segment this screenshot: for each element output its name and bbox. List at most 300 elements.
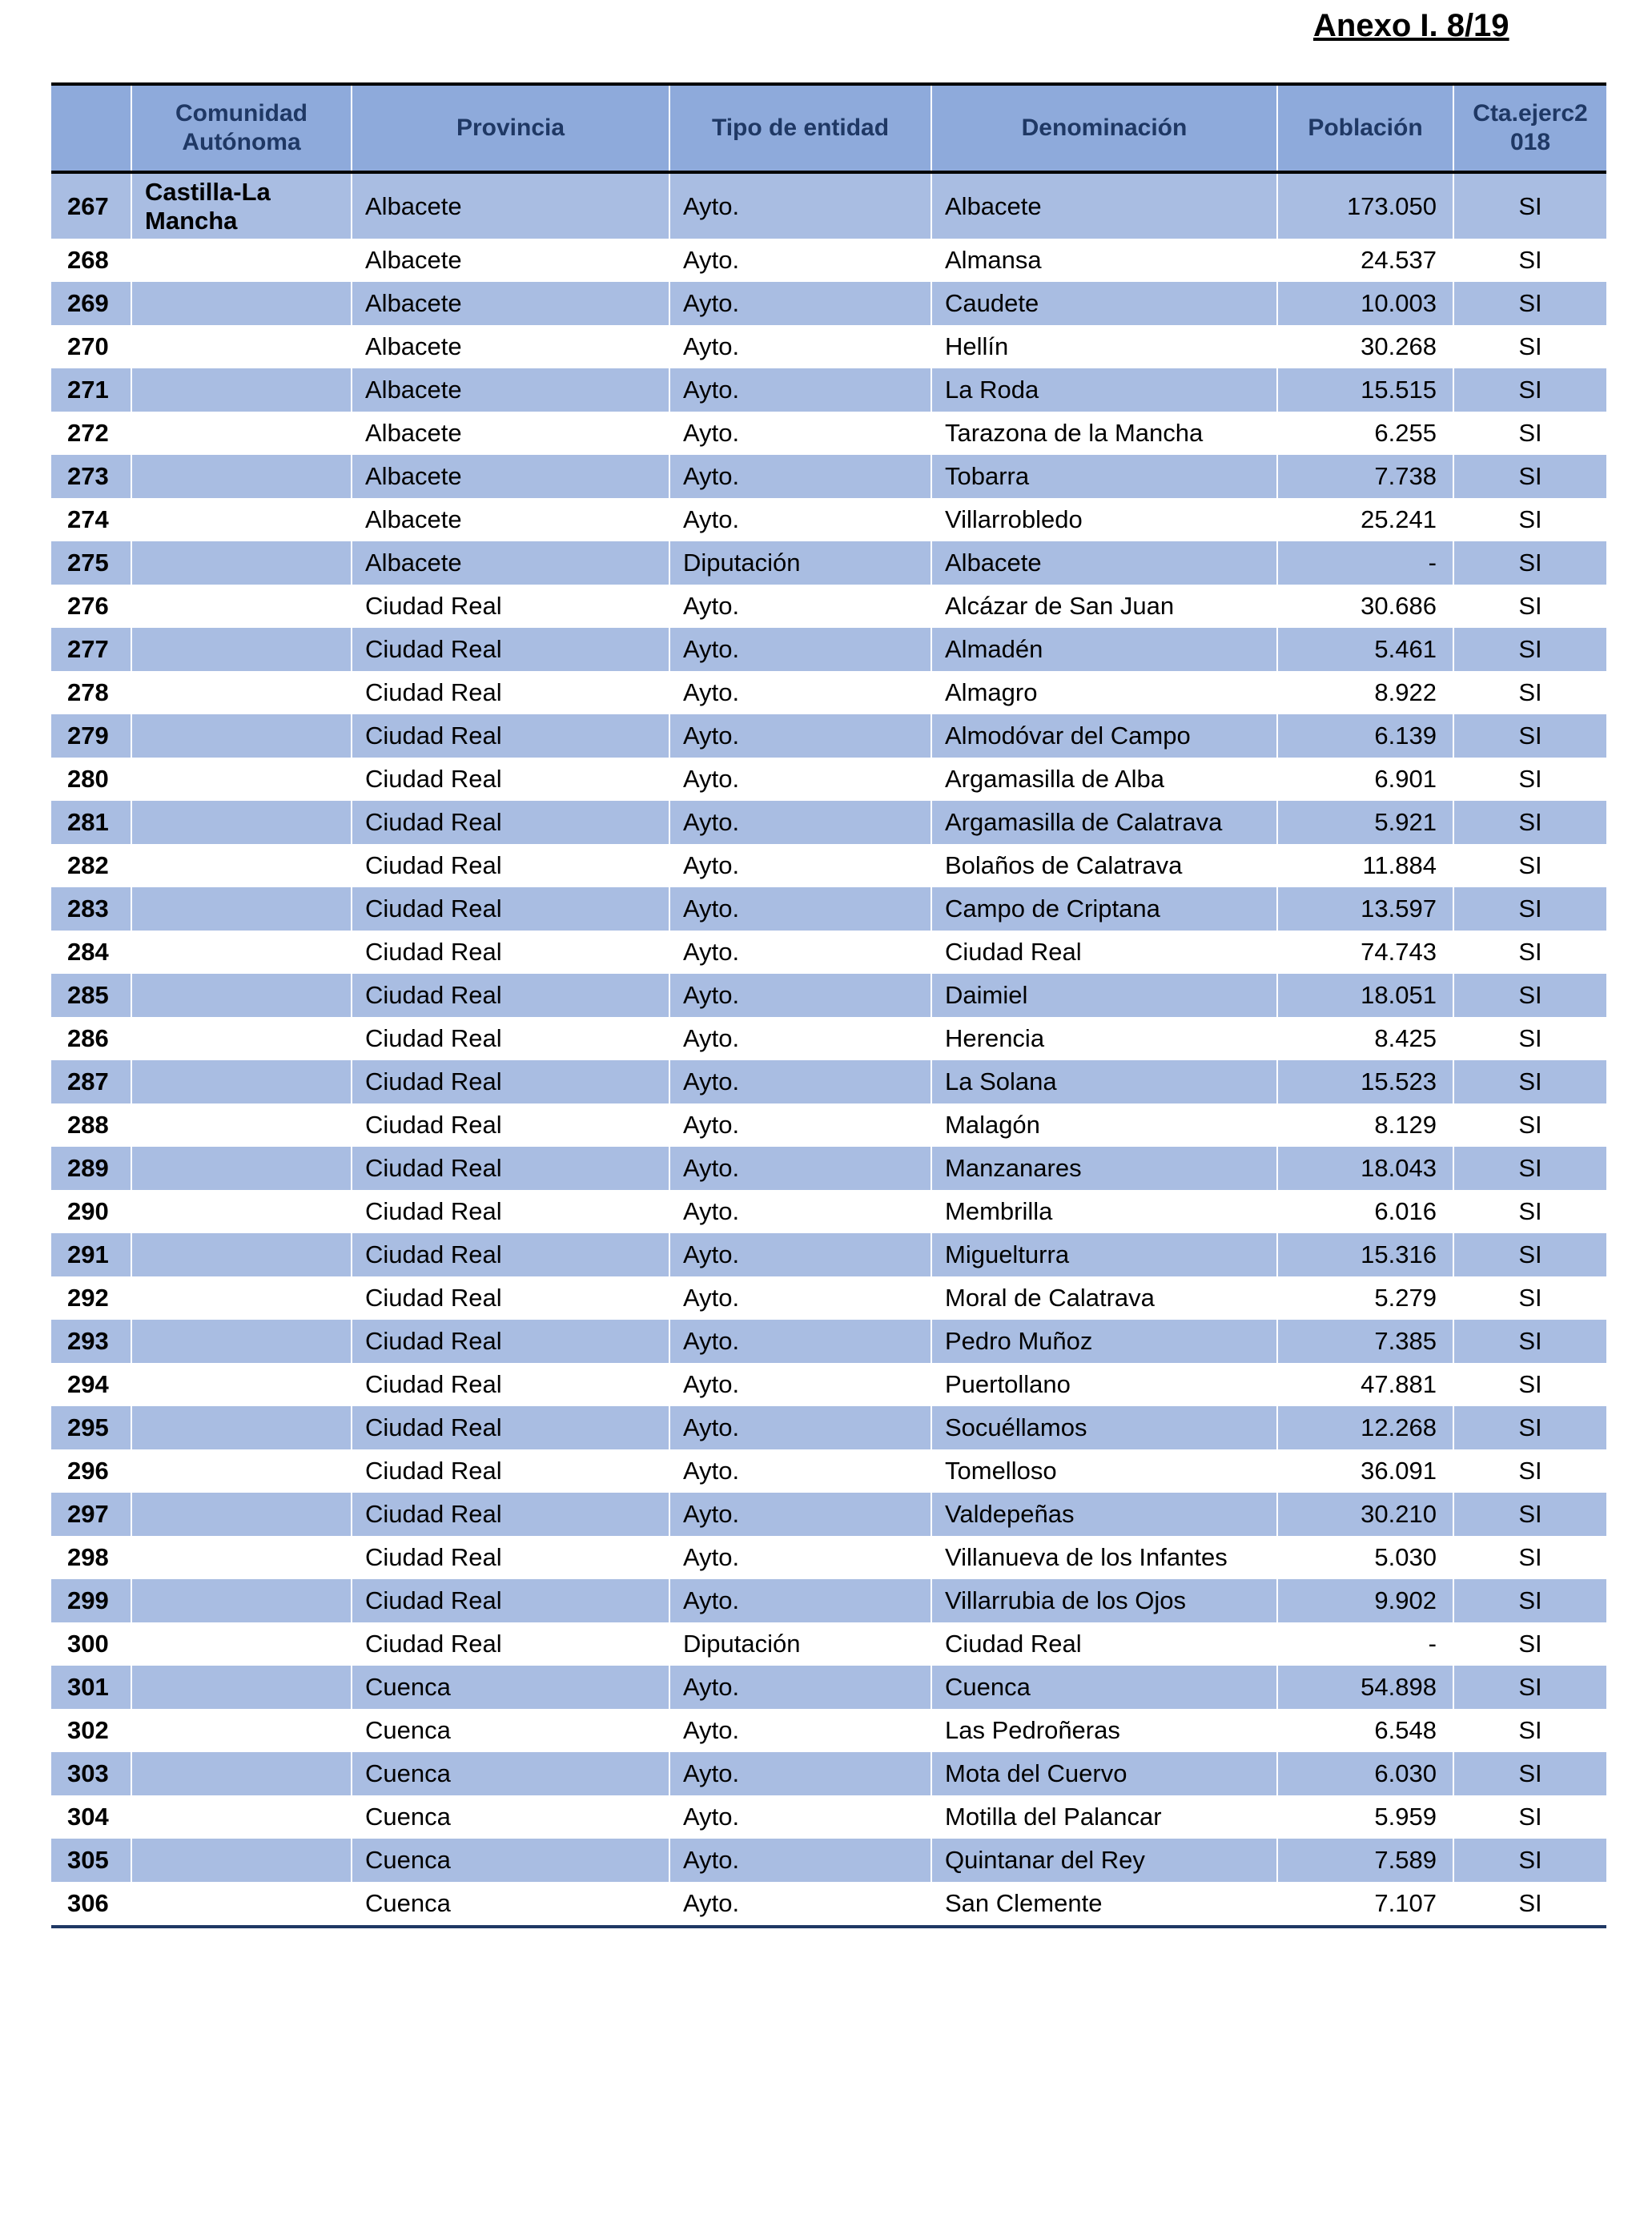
cell-provincia: Ciudad Real [352,1060,669,1103]
cell-tipo: Ayto. [669,628,931,671]
cell-poblacion: 6.255 [1277,412,1453,455]
cell-denominacion: Almansa [931,239,1277,282]
cell-tipo: Ayto. [669,174,931,239]
cell-poblacion: 18.043 [1277,1147,1453,1190]
cell-provincia: Albacete [352,239,669,282]
table-row [51,628,1606,671]
cell-comunidad [131,325,352,368]
cell-tipo: Ayto. [669,1103,931,1147]
row-number: 281 [51,801,131,844]
cell-provincia: Ciudad Real [352,585,669,628]
cell-comunidad [131,1839,352,1882]
cell-provincia: Ciudad Real [352,801,669,844]
cell-cta: SI [1453,714,1606,758]
cell-denominacion: Argamasilla de Calatrava [931,801,1277,844]
row-number: 271 [51,368,131,412]
cell-provincia: Albacete [352,541,669,585]
row-number: 267 [51,174,131,239]
cell-denominacion: Daimiel [931,974,1277,1017]
cell-cta: SI [1453,412,1606,455]
row-number: 290 [51,1190,131,1233]
cell-poblacion: 6.139 [1277,714,1453,758]
cell-denominacion: San Clemente [931,1882,1277,1925]
cell-comunidad [131,1622,352,1666]
cell-tipo: Ayto. [669,1276,931,1320]
cell-comunidad [131,974,352,1017]
cell-denominacion: Almagro [931,671,1277,714]
cell-cta: SI [1453,239,1606,282]
cell-tipo: Ayto. [669,1536,931,1579]
cell-provincia: Albacete [352,282,669,325]
row-number: 279 [51,714,131,758]
cell-tipo: Ayto. [669,368,931,412]
table-row [51,585,1606,628]
table-row [51,1363,1606,1406]
cell-denominacion: Membrilla [931,1190,1277,1233]
row-number: 287 [51,1060,131,1103]
cell-denominacion: Moral de Calatrava [931,1276,1277,1320]
table-row [51,541,1606,585]
cell-comunidad [131,801,352,844]
cell-denominacion: Socuéllamos [931,1406,1277,1449]
cell-tipo: Ayto. [669,1449,931,1493]
cell-cta: SI [1453,1017,1606,1060]
cell-provincia: Ciudad Real [352,887,669,931]
column-header-poblacion: Población [1277,86,1453,171]
cell-comunidad [131,671,352,714]
cell-cta: SI [1453,887,1606,931]
cell-denominacion: Tobarra [931,455,1277,498]
column-header-number [51,86,131,171]
row-number: 298 [51,1536,131,1579]
cell-cta: SI [1453,1536,1606,1579]
cell-comunidad: Castilla-La Mancha [131,174,352,239]
table-row [51,974,1606,1017]
cell-tipo: Ayto. [669,455,931,498]
row-number: 296 [51,1449,131,1493]
cell-tipo: Ayto. [669,1752,931,1795]
row-number: 272 [51,412,131,455]
table-row [51,498,1606,541]
cell-tipo: Ayto. [669,1709,931,1752]
cell-denominacion: Albacete [931,174,1277,239]
cell-provincia: Cuenca [352,1752,669,1795]
cell-provincia: Ciudad Real [352,1276,669,1320]
cell-poblacion: 7.738 [1277,455,1453,498]
cell-denominacion: Bolaños de Calatrava [931,844,1277,887]
row-number: 280 [51,758,131,801]
cell-denominacion: Caudete [931,282,1277,325]
cell-tipo: Ayto. [669,887,931,931]
cell-denominacion: Alcázar de San Juan [931,585,1277,628]
row-number: 294 [51,1363,131,1406]
column-header-provincia: Provincia [352,86,669,171]
cell-tipo: Ayto. [669,1320,931,1363]
cell-comunidad [131,498,352,541]
cell-cta: SI [1453,628,1606,671]
cell-comunidad [131,1276,352,1320]
cell-cta: SI [1453,974,1606,1017]
cell-comunidad [131,1795,352,1839]
row-number: 291 [51,1233,131,1276]
row-number: 293 [51,1320,131,1363]
cell-provincia: Ciudad Real [352,931,669,974]
cell-comunidad [131,931,352,974]
row-number: 268 [51,239,131,282]
cell-denominacion: Miguelturra [931,1233,1277,1276]
cell-cta: SI [1453,282,1606,325]
cell-denominacion: Cuenca [931,1666,1277,1709]
row-number: 295 [51,1406,131,1449]
cell-tipo: Ayto. [669,239,931,282]
cell-poblacion: - [1277,1622,1453,1666]
cell-provincia: Albacete [352,412,669,455]
table-row [51,1709,1606,1752]
cell-denominacion: Malagón [931,1103,1277,1147]
cell-provincia: Ciudad Real [352,1103,669,1147]
cell-tipo: Ayto. [669,412,931,455]
table-row [51,887,1606,931]
cell-provincia: Albacete [352,174,669,239]
cell-denominacion: Mota del Cuervo [931,1752,1277,1795]
cell-tipo: Diputación [669,541,931,585]
row-number: 278 [51,671,131,714]
table-row [51,1103,1606,1147]
table-row [51,671,1606,714]
cell-cta: SI [1453,1190,1606,1233]
column-header-tipo: Tipo de entidad [669,86,931,171]
cell-cta: SI [1453,931,1606,974]
cell-tipo: Ayto. [669,714,931,758]
cell-poblacion: 5.921 [1277,801,1453,844]
cell-cta: SI [1453,1882,1606,1925]
cell-cta: SI [1453,1363,1606,1406]
cell-tipo: Ayto. [669,1017,931,1060]
cell-poblacion: 6.016 [1277,1190,1453,1233]
cell-tipo: Ayto. [669,1795,931,1839]
cell-provincia: Albacete [352,325,669,368]
cell-comunidad [131,1536,352,1579]
table-row [51,931,1606,974]
row-number: 274 [51,498,131,541]
cell-comunidad [131,368,352,412]
cell-denominacion: Valdepeñas [931,1493,1277,1536]
cell-cta: SI [1453,1752,1606,1795]
cell-comunidad [131,541,352,585]
cell-denominacion: Villanueva de los Infantes [931,1536,1277,1579]
table-row [51,1276,1606,1320]
table-body [51,174,1606,1925]
entities-table-container [51,82,1606,1928]
row-number: 285 [51,974,131,1017]
cell-cta: SI [1453,1795,1606,1839]
cell-cta: SI [1453,1233,1606,1276]
cell-comunidad [131,282,352,325]
row-number: 304 [51,1795,131,1839]
row-number: 273 [51,455,131,498]
cell-tipo: Ayto. [669,844,931,887]
cell-tipo: Ayto. [669,1882,931,1925]
row-number: 297 [51,1493,131,1536]
cell-cta: SI [1453,1276,1606,1320]
cell-tipo: Ayto. [669,1363,931,1406]
cell-poblacion: 12.268 [1277,1406,1453,1449]
cell-poblacion: 5.461 [1277,628,1453,671]
header-row [51,86,1606,171]
cell-cta: SI [1453,174,1606,239]
cell-poblacion: 30.268 [1277,325,1453,368]
cell-comunidad [131,1363,352,1406]
row-number: 284 [51,931,131,974]
cell-poblacion: 7.385 [1277,1320,1453,1363]
cell-poblacion: 25.241 [1277,498,1453,541]
cell-tipo: Ayto. [669,1579,931,1622]
row-number: 306 [51,1882,131,1925]
table-row [51,1839,1606,1882]
cell-comunidad [131,887,352,931]
row-number: 289 [51,1147,131,1190]
cell-tipo: Ayto. [669,498,931,541]
cell-tipo: Ayto. [669,585,931,628]
cell-provincia: Ciudad Real [352,671,669,714]
cell-tipo: Ayto. [669,325,931,368]
cell-provincia: Ciudad Real [352,1320,669,1363]
cell-provincia: Ciudad Real [352,758,669,801]
cell-tipo: Ayto. [669,671,931,714]
table-row [51,325,1606,368]
cell-provincia: Ciudad Real [352,1363,669,1406]
cell-provincia: Ciudad Real [352,1190,669,1233]
cell-cta: SI [1453,1060,1606,1103]
cell-tipo: Ayto. [669,1493,931,1536]
cell-provincia: Ciudad Real [352,974,669,1017]
cell-comunidad [131,1493,352,1536]
cell-poblacion: 24.537 [1277,239,1453,282]
table-row [51,844,1606,887]
row-number: 305 [51,1839,131,1882]
cell-poblacion: 8.129 [1277,1103,1453,1147]
cell-comunidad [131,1017,352,1060]
column-header-denominacion: Denominación [931,86,1277,171]
cell-poblacion: 6.548 [1277,1709,1453,1752]
table-row [51,1752,1606,1795]
cell-poblacion: 10.003 [1277,282,1453,325]
cell-denominacion: Ciudad Real [931,931,1277,974]
row-number: 288 [51,1103,131,1147]
cell-tipo: Ayto. [669,1839,931,1882]
cell-poblacion: 6.030 [1277,1752,1453,1795]
table-row [51,758,1606,801]
cell-denominacion: La Roda [931,368,1277,412]
cell-comunidad [131,1406,352,1449]
cell-provincia: Ciudad Real [352,1493,669,1536]
cell-provincia: Cuenca [352,1709,669,1752]
cell-comunidad [131,1147,352,1190]
cell-comunidad [131,628,352,671]
cell-tipo: Ayto. [669,1666,931,1709]
cell-cta: SI [1453,325,1606,368]
table-row [51,368,1606,412]
cell-comunidad [131,1233,352,1276]
row-number: 301 [51,1666,131,1709]
cell-denominacion: Quintanar del Rey [931,1839,1277,1882]
cell-poblacion: 11.884 [1277,844,1453,887]
cell-cta: SI [1453,1493,1606,1536]
cell-poblacion: 7.107 [1277,1882,1453,1925]
row-number: 277 [51,628,131,671]
cell-comunidad [131,1449,352,1493]
row-number: 275 [51,541,131,585]
cell-denominacion: Tarazona de la Mancha [931,412,1277,455]
cell-provincia: Ciudad Real [352,1406,669,1449]
cell-poblacion: 8.425 [1277,1017,1453,1060]
cell-cta: SI [1453,1709,1606,1752]
cell-provincia: Cuenca [352,1839,669,1882]
cell-denominacion: Campo de Criptana [931,887,1277,931]
cell-tipo: Ayto. [669,758,931,801]
cell-poblacion: 36.091 [1277,1449,1453,1493]
cell-provincia: Albacete [352,455,669,498]
cell-provincia: Cuenca [352,1666,669,1709]
row-number: 270 [51,325,131,368]
cell-poblacion: 30.686 [1277,585,1453,628]
cell-cta: SI [1453,1320,1606,1363]
cell-tipo: Ayto. [669,801,931,844]
table-row [51,714,1606,758]
table-row [51,282,1606,325]
column-header-comunidad: Comunidad Autónoma [131,86,352,171]
cell-cta: SI [1453,801,1606,844]
cell-cta: SI [1453,585,1606,628]
cell-comunidad [131,1190,352,1233]
cell-denominacion: Villarrubia de los Ojos [931,1579,1277,1622]
table-row [51,1493,1606,1536]
row-number: 300 [51,1622,131,1666]
row-number: 283 [51,887,131,931]
row-number: 303 [51,1752,131,1795]
cell-cta: SI [1453,368,1606,412]
cell-denominacion: Albacete [931,541,1277,585]
row-number: 292 [51,1276,131,1320]
cell-provincia: Ciudad Real [352,628,669,671]
cell-comunidad [131,1103,352,1147]
table-row [51,1882,1606,1925]
cell-provincia: Ciudad Real [352,714,669,758]
cell-poblacion: 6.901 [1277,758,1453,801]
cell-denominacion: Villarrobledo [931,498,1277,541]
cell-denominacion: Ciudad Real [931,1622,1277,1666]
cell-comunidad [131,844,352,887]
cell-provincia: Albacete [352,368,669,412]
cell-tipo: Ayto. [669,1233,931,1276]
cell-cta: SI [1453,1579,1606,1622]
cell-denominacion: La Solana [931,1060,1277,1103]
cell-comunidad [131,1579,352,1622]
cell-comunidad [131,758,352,801]
row-number: 269 [51,282,131,325]
row-number: 282 [51,844,131,887]
cell-comunidad [131,1666,352,1709]
cell-provincia: Ciudad Real [352,1233,669,1276]
cell-poblacion: 5.030 [1277,1536,1453,1579]
row-number: 276 [51,585,131,628]
table-row [51,1579,1606,1622]
cell-poblacion: 9.902 [1277,1579,1453,1622]
table-row [51,1622,1606,1666]
cell-cta: SI [1453,844,1606,887]
cell-provincia: Ciudad Real [352,1622,669,1666]
table-row [51,1060,1606,1103]
cell-denominacion: Herencia [931,1017,1277,1060]
cell-cta: SI [1453,758,1606,801]
cell-poblacion: 15.316 [1277,1233,1453,1276]
cell-cta: SI [1453,1406,1606,1449]
cell-tipo: Ayto. [669,1060,931,1103]
cell-cta: SI [1453,498,1606,541]
cell-cta: SI [1453,1839,1606,1882]
cell-poblacion: 47.881 [1277,1363,1453,1406]
table-row [51,174,1606,239]
cell-tipo: Diputación [669,1622,931,1666]
table-row [51,1406,1606,1449]
cell-provincia: Cuenca [352,1882,669,1925]
cell-denominacion: Argamasilla de Alba [931,758,1277,801]
cell-comunidad [131,239,352,282]
cell-comunidad [131,585,352,628]
cell-poblacion: 7.589 [1277,1839,1453,1882]
cell-provincia: Cuenca [352,1795,669,1839]
row-number: 302 [51,1709,131,1752]
cell-cta: SI [1453,541,1606,585]
table-row [51,1666,1606,1709]
table-row [51,1190,1606,1233]
cell-poblacion: 74.743 [1277,931,1453,974]
cell-tipo: Ayto. [669,1147,931,1190]
cell-denominacion: Hellín [931,325,1277,368]
cell-cta: SI [1453,1666,1606,1709]
table-row [51,412,1606,455]
cell-cta: SI [1453,1147,1606,1190]
entities-table [51,86,1606,1925]
cell-denominacion: Tomelloso [931,1449,1277,1493]
cell-poblacion: 5.279 [1277,1276,1453,1320]
row-number: 286 [51,1017,131,1060]
cell-provincia: Ciudad Real [352,844,669,887]
cell-denominacion: Almadén [931,628,1277,671]
cell-poblacion: 18.051 [1277,974,1453,1017]
cell-comunidad [131,714,352,758]
cell-comunidad [131,1709,352,1752]
cell-provincia: Ciudad Real [352,1147,669,1190]
cell-denominacion: Pedro Muñoz [931,1320,1277,1363]
cell-poblacion: 5.959 [1277,1795,1453,1839]
cell-denominacion: Puertollano [931,1363,1277,1406]
table-row [51,1536,1606,1579]
cell-comunidad [131,455,352,498]
table-row [51,1795,1606,1839]
cell-comunidad [131,412,352,455]
cell-provincia: Albacete [352,498,669,541]
cell-denominacion: Manzanares [931,1147,1277,1190]
table-row [51,455,1606,498]
cell-tipo: Ayto. [669,1190,931,1233]
table-row [51,1320,1606,1363]
row-number: 299 [51,1579,131,1622]
cell-cta: SI [1453,1103,1606,1147]
cell-comunidad [131,1752,352,1795]
cell-tipo: Ayto. [669,931,931,974]
cell-provincia: Ciudad Real [352,1536,669,1579]
